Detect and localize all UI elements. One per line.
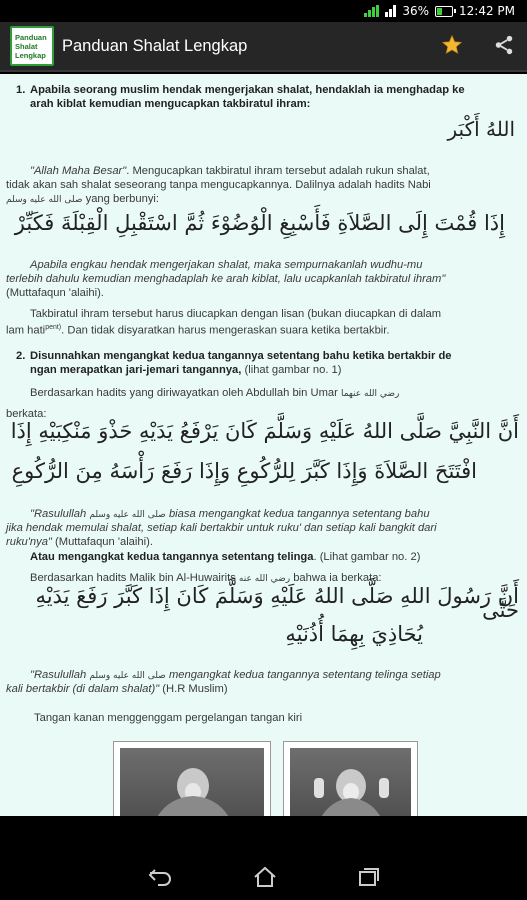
quote: "Allah Maha Besar" <box>30 165 127 177</box>
article-content[interactable] <box>0 74 527 816</box>
arabic-hadith-2-line-2: افْتَتَحَ الصَّلاَةَ وَإِذَا كَبَّرَ لِلرُّكُوعِ وَإِذَا رَفَعَ رَأْسَهُ مِنَ الرُّكُوعِ <box>11 459 477 483</box>
superscript: pent) <box>45 324 62 331</box>
section-3-heading <box>30 550 519 564</box>
navigation-bar <box>0 858 527 900</box>
translation-1-cont <box>6 272 519 300</box>
arabic-hadith-2-line-1: أَنَّ النَّبِيَّ صَلَّى اللهُ عَلَيْهِ وَسَلَّمَ كَانَ يَرْفَعُ يَدَيْهِ حَذْوَ مَنْكِبَيْهِ إِذَا <box>10 419 519 443</box>
clock: 12:42 PM <box>459 4 515 18</box>
text: Berdasarkan hadits yang diriwayatkan oleh Abdullah bin Umar <box>30 387 338 399</box>
paragraph-abdullah <box>30 386 519 401</box>
salawat: صلى الله عليه وسلم <box>89 510 166 520</box>
section-1-line: Apabila seorang muslim hendak mengerjakan shalat, hendaklah ia menghadap ke <box>30 84 465 96</box>
share-icon[interactable] <box>493 34 515 60</box>
text: lam hati <box>6 324 46 337</box>
section-1-line: arah kiblat kemudian mengucapkan takbiratul ihram: <box>30 98 311 110</box>
section-number: 1. <box>16 84 26 96</box>
app-title: Panduan Shalat Lengkap <box>62 36 248 55</box>
paragraph-takbir <box>6 164 519 207</box>
text-line: berkata: <box>6 408 47 420</box>
back-icon[interactable] <box>147 867 173 891</box>
home-icon[interactable] <box>253 866 277 892</box>
source: (Muttafaqun 'alaihi). <box>6 287 104 299</box>
translation-1 <box>6 258 519 272</box>
text: . Dan tidak disyaratkan harus mengeraskan suara ketika bertakbir. <box>61 324 390 337</box>
section-1-heading <box>30 83 519 111</box>
section-2-line: ngan merapatkan jari-jemari tangannya, <box>30 364 242 376</box>
translation-2-cont <box>6 521 519 549</box>
source: (H.R Muslim) <box>159 683 228 695</box>
section-number: 2. <box>16 350 26 362</box>
arabic-hadith-3-line-2: يُحَاذِيَ بِهِمَا أُذُنَيْهِ <box>285 622 423 646</box>
wifi-signal-icon <box>385 5 396 17</box>
text: mengangkat kedua tangannya setentang telinga setiap <box>168 669 441 681</box>
salawat: صلى الله عليه وسلم <box>6 195 83 205</box>
figure-image-1 <box>113 741 271 816</box>
recent-apps-icon[interactable] <box>357 866 381 892</box>
section-2-line: Disunnahkan mengangkat kedua tangannya setentang bahu ketika bertakbir de <box>30 350 452 362</box>
text-line: jika hendak memulai shalat, setiap kali bertakbir untuk ruku' dan setiap kali bangkit dari <box>6 522 437 534</box>
text-line: Takbiratul ihram tersebut harus diucapkan dengan lisan (bukan diucapkan di dalam <box>30 308 442 320</box>
app-logo-line: Lengkap <box>15 50 46 60</box>
action-bar <box>0 22 527 72</box>
figure-ref: . (Lihat gambar no. 2) <box>313 551 421 563</box>
text: ruku'nya" <box>6 536 52 548</box>
section-2-heading <box>30 349 519 377</box>
text: kali bertakbir (di dalam shalat)" <box>6 683 160 695</box>
bottom-band <box>0 816 527 858</box>
text: "Rasulullah <box>30 669 87 681</box>
salawat: صلى الله عليه وسلم <box>89 671 166 681</box>
text: . Mengucapkan takbiratul ihram tersebut adalah rukun shalat, <box>126 165 430 177</box>
text: Berdasarkan hadits Malik bin Al-Huwairits <box>30 572 236 584</box>
text: bahwa ia berkata: <box>293 572 382 584</box>
signal-icon <box>364 5 379 17</box>
figure-image-2 <box>283 741 418 816</box>
text: "Rasulullah <box>30 508 87 520</box>
arabic-hadith-3-line-1: أَنَّ رَسُولَ اللهِ صَلَّى اللهُ عَلَيْهِ وَسَلَّمَ كَانَ إِذَا كَبَّرَ رَفَعَ يَدَيْهِ حَتَّى <box>35 584 519 622</box>
radhiyallahu: رضي الله عنه <box>238 574 291 584</box>
source: (Muttafaqun 'alaihi). <box>51 536 153 548</box>
radhiyallahu: رضي الله عنهما <box>340 389 400 399</box>
text-line: Apabila engkau hendak mengerjakan shalat, maka sempurnakanlah wudhu-mu <box>30 259 423 271</box>
star-icon[interactable] <box>441 34 463 60</box>
paragraph-lisan <box>6 307 519 338</box>
app-logo <box>10 26 54 66</box>
app-logo-line: Panduan <box>15 32 47 42</box>
battery-icon <box>435 6 453 17</box>
arabic-hadith-1: إِذَا قُمْتَ إِلَى الصَّلاَةِ فَأَسْبِغِ الْوُضُوْءَ ثُمَّ اسْتَقْبِلِ الْقِبْلَةَ فَكَبِّرْ <box>14 211 505 235</box>
text: biasa mengangkat kedua tangannya setentang bahu <box>168 508 430 520</box>
arabic-takbir: اللهُ أَكْبَر <box>447 117 515 141</box>
figure-ref: (lihat gambar no. 1) <box>241 364 342 376</box>
translation-3-cont <box>6 682 519 696</box>
text: yang berbunyi: <box>85 193 160 205</box>
status-bar <box>0 0 527 22</box>
battery-percent: 36% <box>402 4 429 18</box>
figure-caption: Tangan kanan menggenggam pergelangan tangan kiri <box>34 712 303 724</box>
translation-3 <box>6 668 519 683</box>
text-line: tidak akan sah shalat seseorang tanpa mengucapkannya. Dalilnya adalah hadits Nabi <box>6 179 431 191</box>
app-logo-line: Shalat <box>15 41 38 51</box>
section-3-line: Atau mengangkat kedua tangannya setentang telinga <box>30 551 314 563</box>
translation-2 <box>6 507 519 522</box>
text-line: terlebih dahulu kemudian menghadaplah ke arah kiblat, lalu ucapkanlah takbiratul ihram" <box>6 273 446 285</box>
